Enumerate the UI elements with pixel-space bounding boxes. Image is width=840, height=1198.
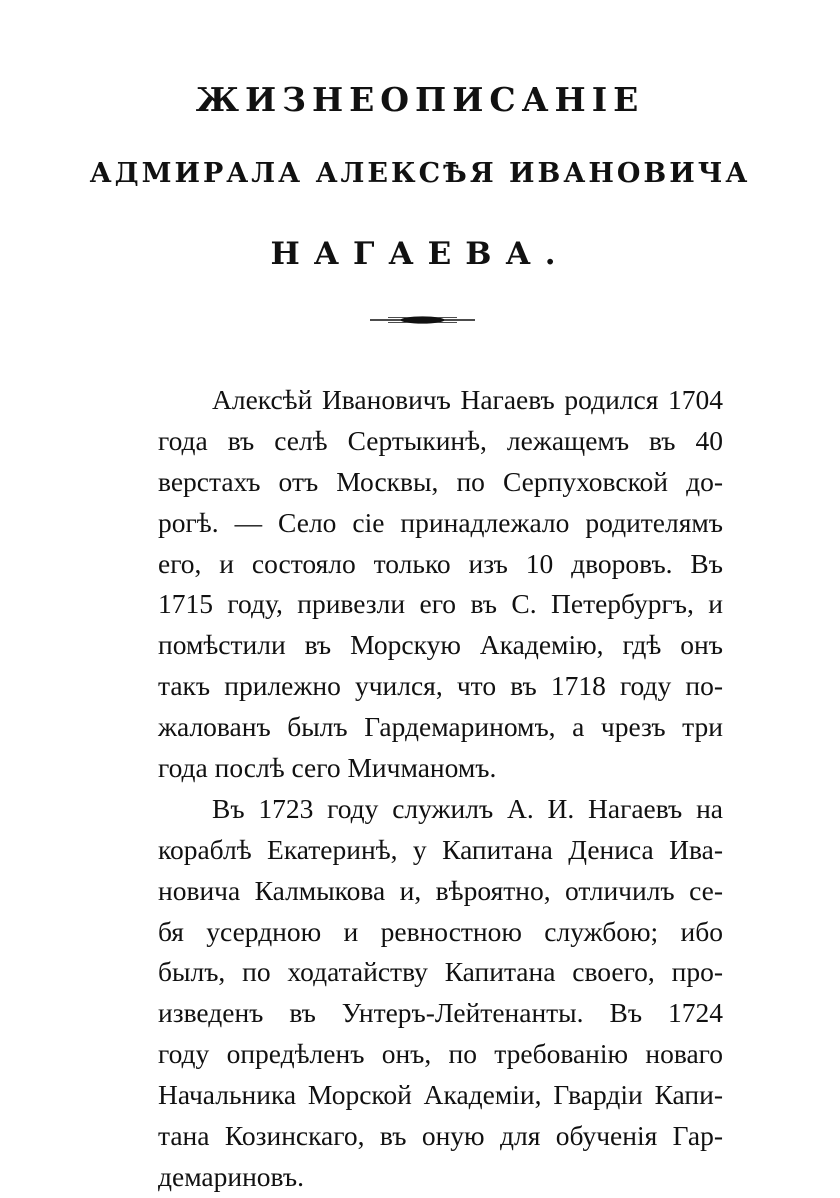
text-line: помѣстили въ Морскую Академію, гдѣ онъ [158,629,723,661]
text-line: году опредѣленъ онъ, по требованію новаго [158,1038,723,1070]
ornament-divider [370,314,475,326]
text-line: тана Козинскаго, въ оную для обученія Гар- [158,1120,723,1152]
text-line: былъ, по ходатайству Капитана своего, про- [158,956,723,988]
text-line: его, и состояло только изъ 10 дворовъ. Въ [158,547,723,579]
text-line: рогѣ. — Село сіе принадлежало родителямъ [158,506,723,538]
text-line: жалованъ былъ Гардемариномъ, а чрезъ три [158,711,723,743]
text-line: изведенъ въ Унтеръ-Лейтенанты. Въ 1724 [158,997,723,1029]
text-line: Въ 1723 году служилъ А. И. Нагаевъ на [212,792,723,824]
title-line-3: НАГАЕВА. [270,236,570,272]
title-line-2: АДМИРАЛА АЛЕКСѢЯ ИВАНОВИЧА [89,158,751,189]
text-line: кораблѣ Екатеринѣ, у Капитана Дениса Ива- [158,833,723,865]
text-line: демариновъ. [158,1160,304,1192]
biography-text [158,380,723,1198]
title-line-1: ЖИЗНЕОПИСАНІЕ [195,80,645,119]
paragraph-1 [158,380,723,789]
text-line: такъ прилежно учился, что въ 1718 году по- [158,670,723,702]
text-line: Алексѣй Ивановичъ Нагаевъ родился 1704 [212,384,723,415]
text-line: 1715 году, привезли его въ С. Петербургъ, и [158,588,723,620]
text-line: года послѣ сего Мичманомъ. [158,752,497,784]
text-line: верстахъ отъ Москвы, по Серпуховской до- [158,465,723,497]
text-line: года въ селѣ Сертыкинѣ, лежащемъ въ 40 [158,424,723,456]
text-line: бя усердною и ревностною службою; ибо [158,915,723,947]
paragraph-2 [158,789,723,1198]
text-line: новича Калмыкова и, вѣроятно, отличилъ се- [158,874,723,906]
text-line: Начальника Морской Академіи, Гвардіи Капи- [158,1079,723,1111]
